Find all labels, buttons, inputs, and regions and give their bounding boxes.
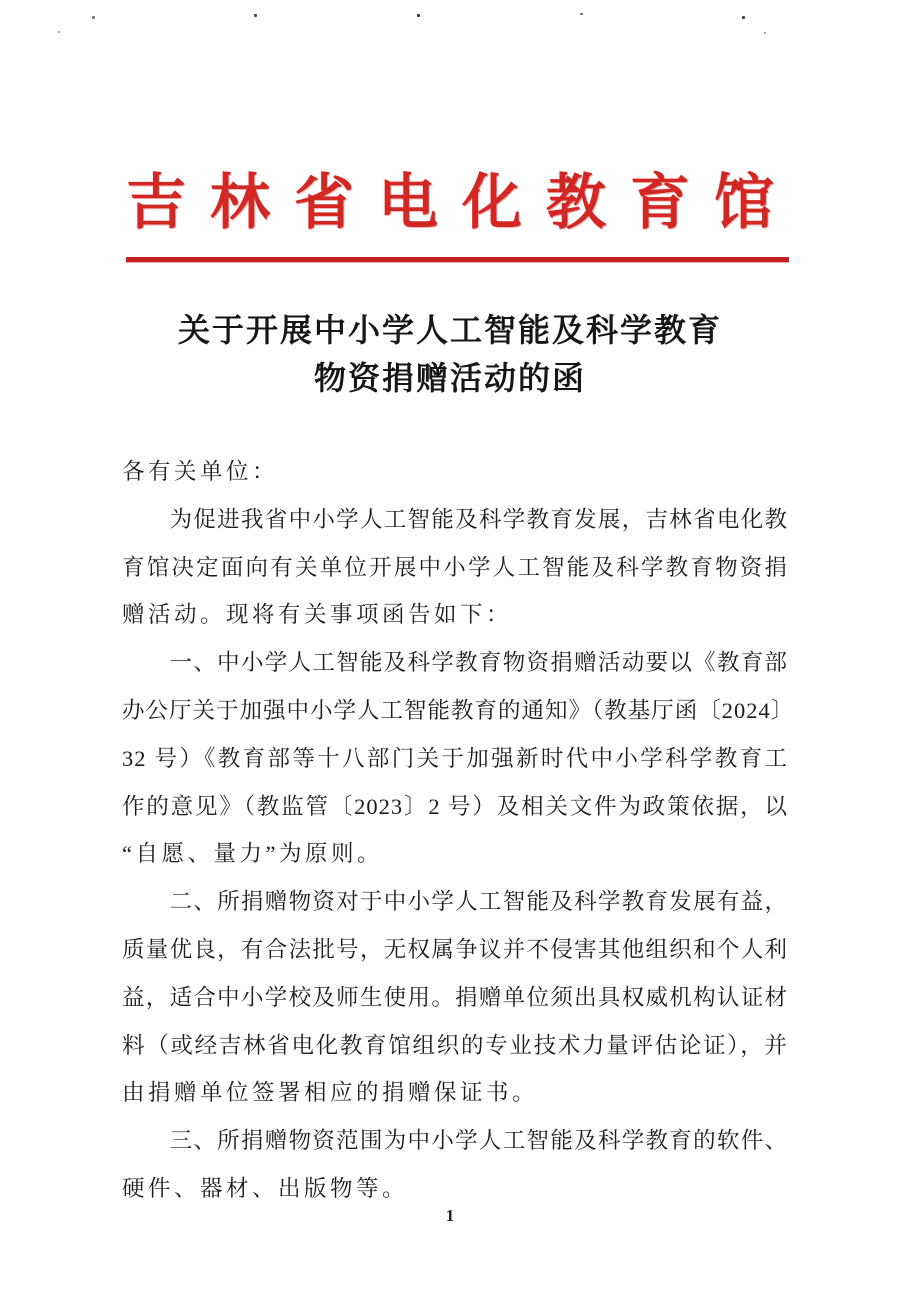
scan-speck	[254, 14, 257, 17]
body-line: 育馆决定面向有关单位开展中小学人工智能及科学教育物资捐	[122, 554, 788, 580]
body-line: 办公厅关于加强中小学人工智能教育的通知》（教基厅函〔2024〕	[122, 697, 795, 723]
scan-speck	[92, 16, 95, 19]
letterhead-divider-rule	[126, 257, 789, 262]
body-line: 为促进我省中小学人工智能及科学教育发展，吉林省电化教	[122, 506, 788, 532]
body-line: 益，适合中小学校及师生使用。捐赠单位须出具权威机构认证材	[122, 984, 788, 1010]
body-line: 作的意见》（教监管〔2023〕2 号）及相关文件为政策依据，以	[122, 793, 788, 819]
document-title-line1: 关于开展中小学人工智能及科学教育	[177, 312, 722, 348]
page-number: 1	[445, 1206, 455, 1225]
body-line: 质量优良，有合法批号，无权属争议并不侵害其他组织和个人利	[122, 936, 788, 962]
body-line: 料（或经吉林省电化教育馆组织的专业技术力量评估论证），并	[122, 1032, 788, 1058]
document-title	[0, 306, 900, 402]
body-line: 各有关单位：	[122, 459, 279, 484]
body-line: 一、中小学人工智能及科学教育物资捐赠活动要以《教育部	[122, 650, 788, 676]
body-line: 二、所捐赠物资对于中小学人工智能及科学教育发展有益，	[122, 889, 788, 915]
document-title-line2: 物资捐赠活动的函	[313, 360, 586, 396]
body-line: 三、所捐赠物资范围为中小学人工智能及科学教育的软件、	[122, 1128, 788, 1154]
scan-speck	[764, 32, 766, 34]
body-line: 赠活动。现将有关事项函告如下：	[122, 602, 513, 628]
scan-speck	[58, 31, 60, 33]
body-line: 由捐赠单位签署相应的捐赠保证书。	[122, 1080, 539, 1106]
body-line: 硬件、器材、出版物等。	[122, 1175, 409, 1201]
letterhead-org-name: 吉林省电化教育馆	[126, 170, 798, 236]
letter-body	[122, 448, 795, 1213]
scan-speck	[742, 16, 745, 19]
body-line: 32 号）《教育部等十八部门关于加强新时代中小学科学教育工	[122, 745, 788, 771]
scan-speck	[580, 13, 583, 15]
body-line: “自愿、量力”为原则。	[122, 841, 383, 867]
scan-speck	[417, 14, 420, 17]
